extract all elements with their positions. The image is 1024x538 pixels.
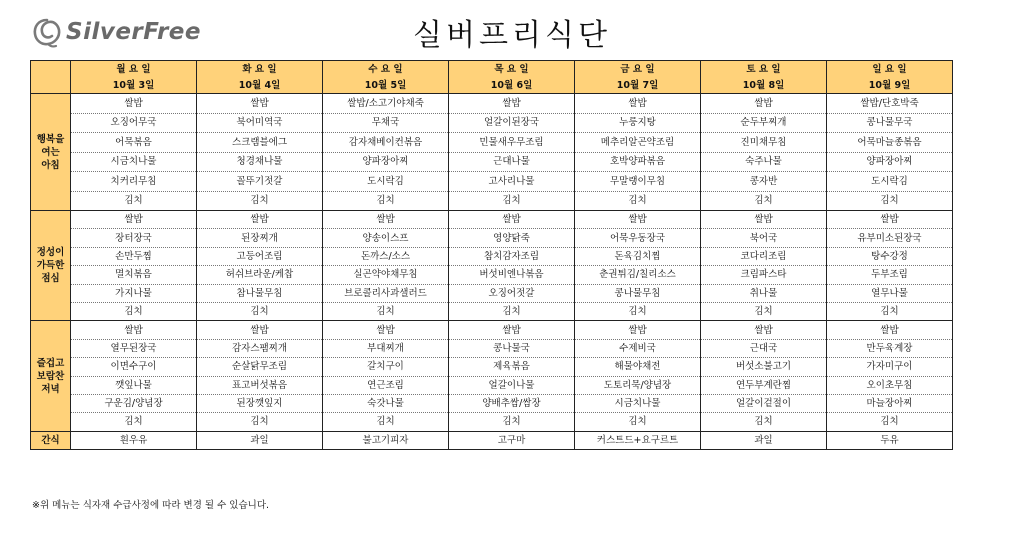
menu-item: 참치감자조림 — [449, 247, 575, 265]
menu-item: 쌀밥 — [575, 94, 701, 114]
header-row-dates — [31, 77, 953, 94]
menu-item: 부대찌개 — [323, 339, 449, 357]
menu-item: 시금치나물 — [575, 394, 701, 412]
breakfast-label — [31, 94, 71, 211]
menu-item: 쌀밥 — [701, 321, 827, 339]
footnote: ※위 메뉴는 식자재 수급사정에 따라 변경 될 수 있습니다. — [32, 500, 270, 511]
menu-item: 이면수구이 — [71, 358, 197, 376]
menu-item: 숙갓나물 — [323, 394, 449, 412]
menu-item: 양배추쌈/쌈장 — [449, 394, 575, 412]
menu-item: 제육볶음 — [449, 358, 575, 376]
day-name: 수 요 일 — [323, 61, 449, 78]
day-name: 토 요 일 — [701, 61, 827, 78]
day-date: 10월 8일 — [701, 77, 827, 94]
menu-item: 어묵볶음 — [71, 133, 197, 153]
breakfast-row — [31, 152, 953, 172]
menu-item: 두부조림 — [827, 266, 953, 284]
meal-label-line: 가득한 — [36, 260, 65, 272]
menu-item: 김치 — [197, 413, 323, 431]
lunch-row — [31, 211, 953, 229]
menu-item: 마늘장아찌 — [827, 394, 953, 412]
day-name: 일 요 일 — [827, 61, 953, 78]
menu-item: 쌀밥 — [449, 211, 575, 229]
menu-item: 김치 — [449, 302, 575, 320]
day-date: 10월 9일 — [827, 77, 953, 94]
menu-item: 버섯소불고기 — [701, 358, 827, 376]
menu-item: 춘권튀김/칠리소스 — [575, 266, 701, 284]
menu-item: 손만두찜 — [71, 247, 197, 265]
menu-item: 김치 — [71, 413, 197, 431]
breakfast-row — [31, 191, 953, 211]
menu-item: 김치 — [575, 413, 701, 431]
menu-item: 김치 — [197, 302, 323, 320]
menu-item: 구운김/양념장 — [71, 394, 197, 412]
page-title: 실버프리식단 — [413, 18, 611, 53]
menu-item: 쌀밥 — [449, 321, 575, 339]
menu-item: 양파장아찌 — [323, 152, 449, 172]
menu-item: 버섯비엔나볶음 — [449, 266, 575, 284]
menu-item: 쌀밥 — [197, 211, 323, 229]
menu-item: 김치 — [701, 413, 827, 431]
menu-item: 깻잎나물 — [71, 376, 197, 394]
snack-item: 흰우유 — [71, 431, 197, 449]
menu-item: 쌀밥 — [71, 321, 197, 339]
day-date: 10월 6일 — [449, 77, 575, 94]
menu-item: 장터장국 — [71, 229, 197, 247]
menu-item: 김치 — [449, 413, 575, 431]
menu-item: 열무된장국 — [71, 339, 197, 357]
lunch-row — [31, 284, 953, 302]
menu-item: 쌀밥 — [323, 321, 449, 339]
menu-item: 연근조림 — [323, 376, 449, 394]
dinner-row — [31, 394, 953, 412]
menu-item: 북어미역국 — [197, 113, 323, 133]
menu-item: 쌀밥 — [827, 321, 953, 339]
menu-item: 가지나물 — [71, 284, 197, 302]
menu-item: 쌀밥 — [71, 211, 197, 229]
menu-item: 쌀밥 — [197, 321, 323, 339]
menu-item: 오징어무국 — [71, 113, 197, 133]
menu-item: 꼴뚜기젓갈 — [197, 172, 323, 192]
menu-item: 북어국 — [701, 229, 827, 247]
menu-item: 김치 — [71, 191, 197, 211]
menu-item: 해물야채전 — [575, 358, 701, 376]
menu-item: 유부미소된장국 — [827, 229, 953, 247]
lunch-row — [31, 302, 953, 320]
meal-label-line: 아침 — [41, 159, 60, 171]
menu-item: 어묵우동장국 — [575, 229, 701, 247]
menu-item: 얼갈이겉절이 — [701, 394, 827, 412]
menu-item: 쌀밥 — [827, 211, 953, 229]
menu-item: 쌀밥 — [323, 211, 449, 229]
menu-item: 열무나물 — [827, 284, 953, 302]
menu-item: 청경채나물 — [197, 152, 323, 172]
snack-label: 간식 — [31, 431, 71, 449]
menu-item: 근대국 — [701, 339, 827, 357]
menu-item: 양파장아찌 — [827, 152, 953, 172]
menu-item: 도시락김 — [323, 172, 449, 192]
menu-item: 콩나물국 — [449, 339, 575, 357]
day-date: 10월 7일 — [575, 77, 701, 94]
menu-item: 갈치구이 — [323, 358, 449, 376]
meal-label-line: 정성이 — [36, 247, 65, 259]
menu-item: 근대나물 — [449, 152, 575, 172]
menu-item: 쌀밥/단호박죽 — [827, 94, 953, 114]
menu-item: 민물새우무조림 — [449, 133, 575, 153]
day-name: 목 요 일 — [449, 61, 575, 78]
meal-plan-table — [30, 60, 953, 450]
lunch-row — [31, 266, 953, 284]
menu-item: 메추리알곤약조림 — [575, 133, 701, 153]
breakfast-row — [31, 113, 953, 133]
menu-item: 허쉬브라운/케찹 — [197, 266, 323, 284]
menu-item: 쌀밥 — [575, 211, 701, 229]
menu-item: 김치 — [701, 191, 827, 211]
breakfast-row — [31, 133, 953, 153]
menu-item: 쌀밥 — [449, 94, 575, 114]
menu-item: 순살닭무조림 — [197, 358, 323, 376]
day-date: 10월 4일 — [197, 77, 323, 94]
menu-item: 도토리묵/양념장 — [575, 376, 701, 394]
meal-plan-body — [31, 94, 953, 450]
menu-item: 고사리나물 — [449, 172, 575, 192]
breakfast-row — [31, 172, 953, 192]
menu-item: 연두부계란찜 — [701, 376, 827, 394]
day-date: 10월 5일 — [323, 77, 449, 94]
menu-item: 영양닭죽 — [449, 229, 575, 247]
menu-item: 된장찌개 — [197, 229, 323, 247]
menu-item: 무채국 — [323, 113, 449, 133]
menu-item: 김치 — [827, 191, 953, 211]
menu-item: 김치 — [701, 302, 827, 320]
snack-item: 과일 — [197, 431, 323, 449]
menu-item: 김치 — [575, 191, 701, 211]
header-row-day-names — [31, 61, 953, 78]
menu-item: 스크램블에그 — [197, 133, 323, 153]
dinner-row — [31, 413, 953, 431]
menu-item: 고등어조림 — [197, 247, 323, 265]
menu-item: 가자미구이 — [827, 358, 953, 376]
menu-item: 오이초무침 — [827, 376, 953, 394]
menu-item: 김치 — [827, 413, 953, 431]
snack-item: 두유 — [827, 431, 953, 449]
snack-item: 과일 — [701, 431, 827, 449]
menu-item: 취나물 — [701, 284, 827, 302]
menu-item: 순두부찌개 — [701, 113, 827, 133]
menu-item: 얼갈이된장국 — [449, 113, 575, 133]
lunch-row — [31, 229, 953, 247]
dinner-row — [31, 339, 953, 357]
logo-text: SilverFree — [66, 19, 201, 45]
day-name: 화 요 일 — [197, 61, 323, 78]
menu-item: 숙주나물 — [701, 152, 827, 172]
menu-item: 치커리무침 — [71, 172, 197, 192]
menu-item: 누룽지탕 — [575, 113, 701, 133]
day-name: 금 요 일 — [575, 61, 701, 78]
menu-item: 표고버섯볶음 — [197, 376, 323, 394]
dinner-label — [31, 321, 71, 431]
menu-item: 실곤약야채무침 — [323, 266, 449, 284]
menu-item: 감자스팸찌개 — [197, 339, 323, 357]
menu-item: 쌀밥/소고기야채죽 — [323, 94, 449, 114]
menu-item: 어묵마늘종볶음 — [827, 133, 953, 153]
menu-item: 감자채베이컨볶음 — [323, 133, 449, 153]
menu-item: 쌀밥 — [197, 94, 323, 114]
menu-item: 김치 — [323, 302, 449, 320]
snack-row — [31, 431, 953, 449]
snack-item: 커스트드+요구르트 — [575, 431, 701, 449]
menu-item: 코다리조림 — [701, 247, 827, 265]
menu-item: 김치 — [71, 302, 197, 320]
lunch-label — [31, 211, 71, 321]
snack-item: 불고기피자 — [323, 431, 449, 449]
dinner-row — [31, 321, 953, 339]
menu-item: 얼갈이나물 — [449, 376, 575, 394]
menu-item: 김치 — [449, 191, 575, 211]
meal-label-line: 저녁 — [41, 383, 60, 395]
menu-item: 쌀밥 — [701, 94, 827, 114]
menu-item: 김치 — [827, 302, 953, 320]
menu-item: 도시락김 — [827, 172, 953, 192]
menu-item: 쌀밥 — [575, 321, 701, 339]
dinner-row — [31, 358, 953, 376]
menu-item: 김치 — [575, 302, 701, 320]
menu-item: 크림파스타 — [701, 266, 827, 284]
header-corner — [31, 61, 71, 94]
meal-label-line: 보람찬 — [36, 370, 65, 382]
menu-item: 돈육김치찜 — [575, 247, 701, 265]
meal-label-line: 점심 — [41, 273, 60, 285]
dinner-row — [31, 376, 953, 394]
menu-item: 양송이스프 — [323, 229, 449, 247]
menu-item: 김치 — [323, 413, 449, 431]
menu-item: 콩나물무침 — [575, 284, 701, 302]
menu-item: 김치 — [197, 191, 323, 211]
menu-item: 오징어젓갈 — [449, 284, 575, 302]
menu-item: 콩자반 — [701, 172, 827, 192]
menu-item: 무말랭이무침 — [575, 172, 701, 192]
day-name: 월 요 일 — [71, 61, 197, 78]
menu-item: 탕수강정 — [827, 247, 953, 265]
lunch-row — [31, 247, 953, 265]
meal-label-line: 행복을 — [36, 133, 65, 145]
menu-item: 된장깻잎지 — [197, 394, 323, 412]
menu-item: 호박양파볶음 — [575, 152, 701, 172]
menu-item: 시금치나물 — [71, 152, 197, 172]
meal-label-line: 여는 — [41, 146, 60, 158]
menu-item: 쌀밥 — [701, 211, 827, 229]
day-date: 10월 3일 — [71, 77, 197, 94]
snack-item: 고구마 — [449, 431, 575, 449]
menu-item: 진미채무침 — [701, 133, 827, 153]
menu-item: 콩나물무국 — [827, 113, 953, 133]
menu-item: 브로콜리사과샐러드 — [323, 284, 449, 302]
meal-label-line: 즐겁고 — [36, 357, 65, 369]
menu-item: 김치 — [323, 191, 449, 211]
menu-item: 참나물무침 — [197, 284, 323, 302]
menu-item: 수제비국 — [575, 339, 701, 357]
menu-item: 멸치볶음 — [71, 266, 197, 284]
breakfast-row — [31, 94, 953, 114]
menu-item: 만두육계장 — [827, 339, 953, 357]
menu-item: 쌀밥 — [71, 94, 197, 114]
menu-item: 돈까스/소스 — [323, 247, 449, 265]
